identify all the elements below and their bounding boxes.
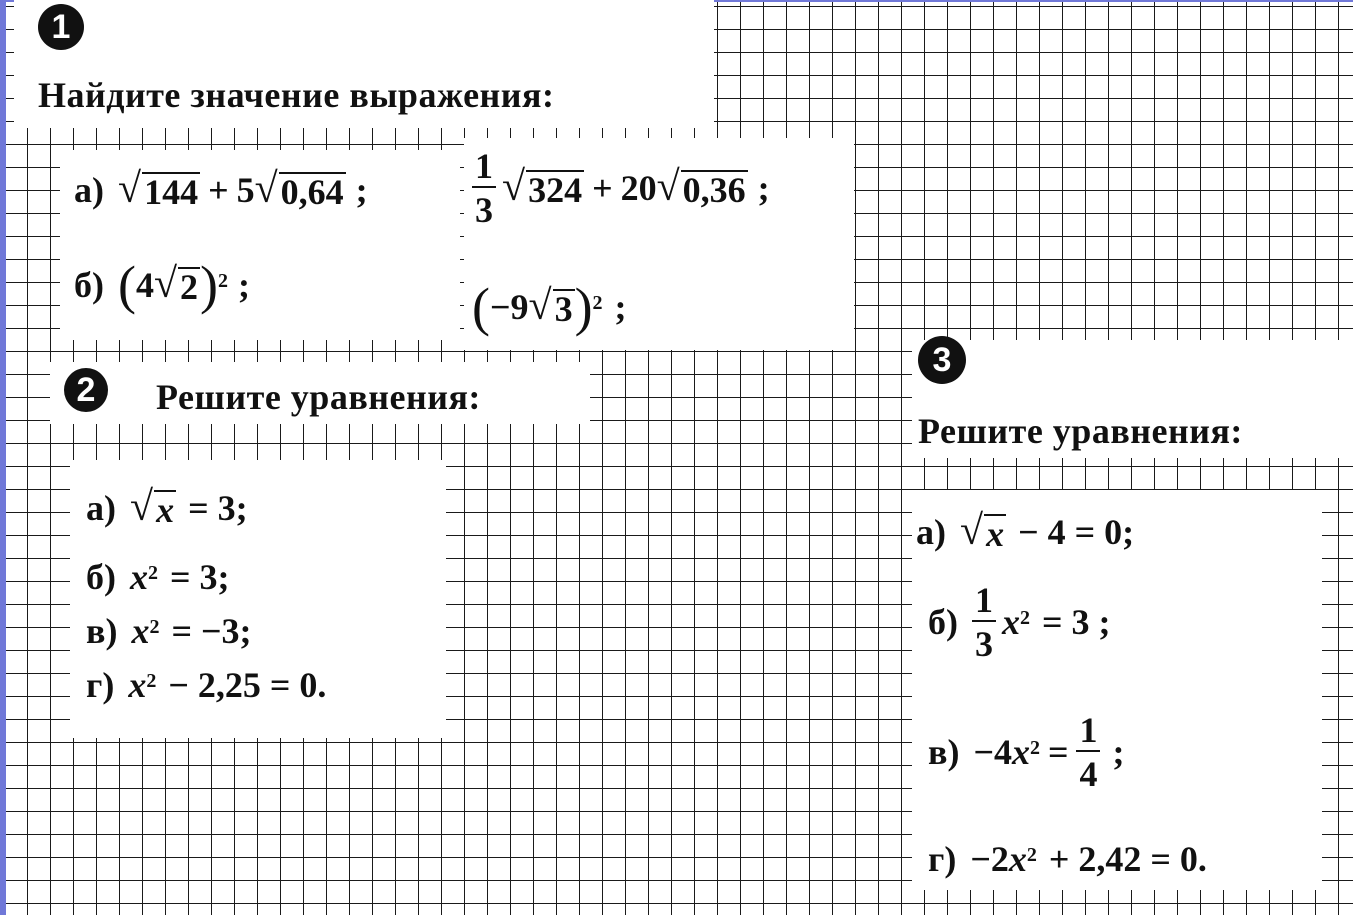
sqrt-symbol: √ 324	[502, 164, 583, 211]
coefficient: 5	[236, 169, 255, 210]
task3-number-badge	[918, 336, 966, 384]
left-edge-bar	[0, 0, 6, 915]
task3-equation-b	[928, 582, 1111, 662]
exponent: 2	[146, 669, 157, 692]
sqrt-symbol: √ 3	[528, 283, 573, 330]
exponent: 2	[148, 561, 158, 584]
numerator: 1	[1076, 712, 1100, 752]
exponent: 2	[1026, 843, 1037, 866]
equation-rest: = 3;	[188, 487, 248, 528]
task2-number-badge	[64, 368, 108, 412]
task1-expression-b	[74, 255, 251, 315]
equation-rest: = 3;	[170, 557, 230, 597]
task2-number: 2	[76, 370, 96, 409]
equation-rest: = −3;	[171, 611, 252, 651]
radicand: 324	[528, 170, 583, 211]
task3-heading: Решите уравнения:	[918, 411, 1243, 451]
operator: +	[208, 169, 229, 210]
right-paren: )	[574, 277, 593, 337]
task2-equation-d	[86, 664, 326, 706]
radicand: 0,64	[280, 172, 344, 212]
numerator: 1	[972, 582, 996, 622]
fraction	[472, 148, 496, 228]
sqrt-symbol: √ 2	[153, 261, 199, 308]
task2-equation-b	[86, 556, 230, 598]
terminator: ;	[238, 265, 251, 305]
task2-heading: Решите уравнения:	[156, 377, 481, 417]
task3-equation-a	[916, 510, 1134, 554]
task1-heading: Найдите значение выражения:	[38, 75, 555, 115]
sqrt-symbol: √ x	[130, 484, 175, 530]
task2-b-label: б)	[86, 557, 116, 597]
exponent: 2	[218, 269, 229, 292]
radicand: 2	[180, 267, 199, 308]
sqrt-symbol: √ 144	[118, 166, 199, 212]
task2-equation-a	[86, 486, 248, 530]
coefficient: 4	[135, 265, 154, 305]
task2-d-label: г)	[86, 665, 115, 705]
terminator: ;	[355, 169, 368, 210]
task1-expression-a	[74, 168, 368, 212]
task1-a-label: а)	[74, 169, 104, 210]
terminator: ;	[614, 287, 627, 327]
exponent: 2	[592, 291, 603, 314]
denominator: 3	[975, 624, 993, 664]
sqrt-symbol: √ x	[960, 508, 1005, 554]
task3-equation-c	[928, 712, 1124, 792]
coefficient: −9	[489, 287, 529, 327]
denominator: 4	[1079, 754, 1098, 794]
left-paren: (	[118, 255, 136, 315]
radicand: 144	[144, 172, 199, 212]
equation-rest: + 2,42 = 0.	[1048, 839, 1207, 879]
task1-b-label: б)	[74, 265, 104, 305]
coefficient: −4	[973, 732, 1012, 772]
task2-a-label: а)	[86, 487, 116, 528]
variable: x	[1008, 839, 1027, 879]
sqrt-symbol: √ 0,64	[254, 166, 344, 212]
operator: =	[1047, 732, 1069, 772]
sqrt-symbol: √ 0,36	[656, 164, 746, 211]
radicand: 0,36	[682, 170, 746, 211]
numerator: 1	[472, 148, 496, 188]
operator: +	[592, 168, 613, 208]
equation-rest: − 4 = 0;	[1018, 511, 1135, 552]
variable: x	[1002, 602, 1020, 642]
task3-b-label: б)	[928, 602, 958, 642]
exponent: 2	[149, 615, 160, 638]
equation-rest: − 2,25 = 0.	[168, 665, 327, 705]
terminator: ;	[1112, 732, 1125, 772]
variable: x	[128, 665, 147, 705]
task2-equation-c	[86, 610, 251, 652]
variable: x	[130, 557, 148, 597]
right-paren: )	[200, 255, 219, 315]
variable: x	[986, 514, 1005, 554]
exponent: 2	[1029, 736, 1040, 759]
coefficient: −2	[970, 839, 1009, 879]
task3-equation-d	[928, 838, 1207, 880]
denominator: 3	[475, 190, 493, 230]
fraction	[972, 582, 996, 662]
task1-number-badge	[38, 4, 84, 50]
variable: x	[131, 611, 150, 651]
task3-c-label: в)	[928, 732, 960, 772]
variable: x	[1011, 732, 1030, 772]
coefficient: 20	[620, 168, 657, 208]
task3-number: 3	[932, 340, 952, 379]
equation-rest: = 3 ;	[1042, 602, 1111, 642]
task3-a-label: а)	[916, 511, 946, 552]
left-paren: (	[472, 277, 490, 337]
variable: x	[156, 490, 175, 530]
radicand: 3	[554, 289, 573, 330]
task1-expression-c	[472, 148, 770, 228]
task2-c-label: в)	[86, 611, 118, 651]
exponent: 2	[1020, 606, 1030, 629]
fraction	[1076, 712, 1100, 792]
task1-expression-d	[472, 277, 627, 337]
task3-d-label: г)	[928, 839, 957, 879]
task1-number: 1	[51, 7, 71, 46]
terminator: ;	[757, 168, 770, 208]
